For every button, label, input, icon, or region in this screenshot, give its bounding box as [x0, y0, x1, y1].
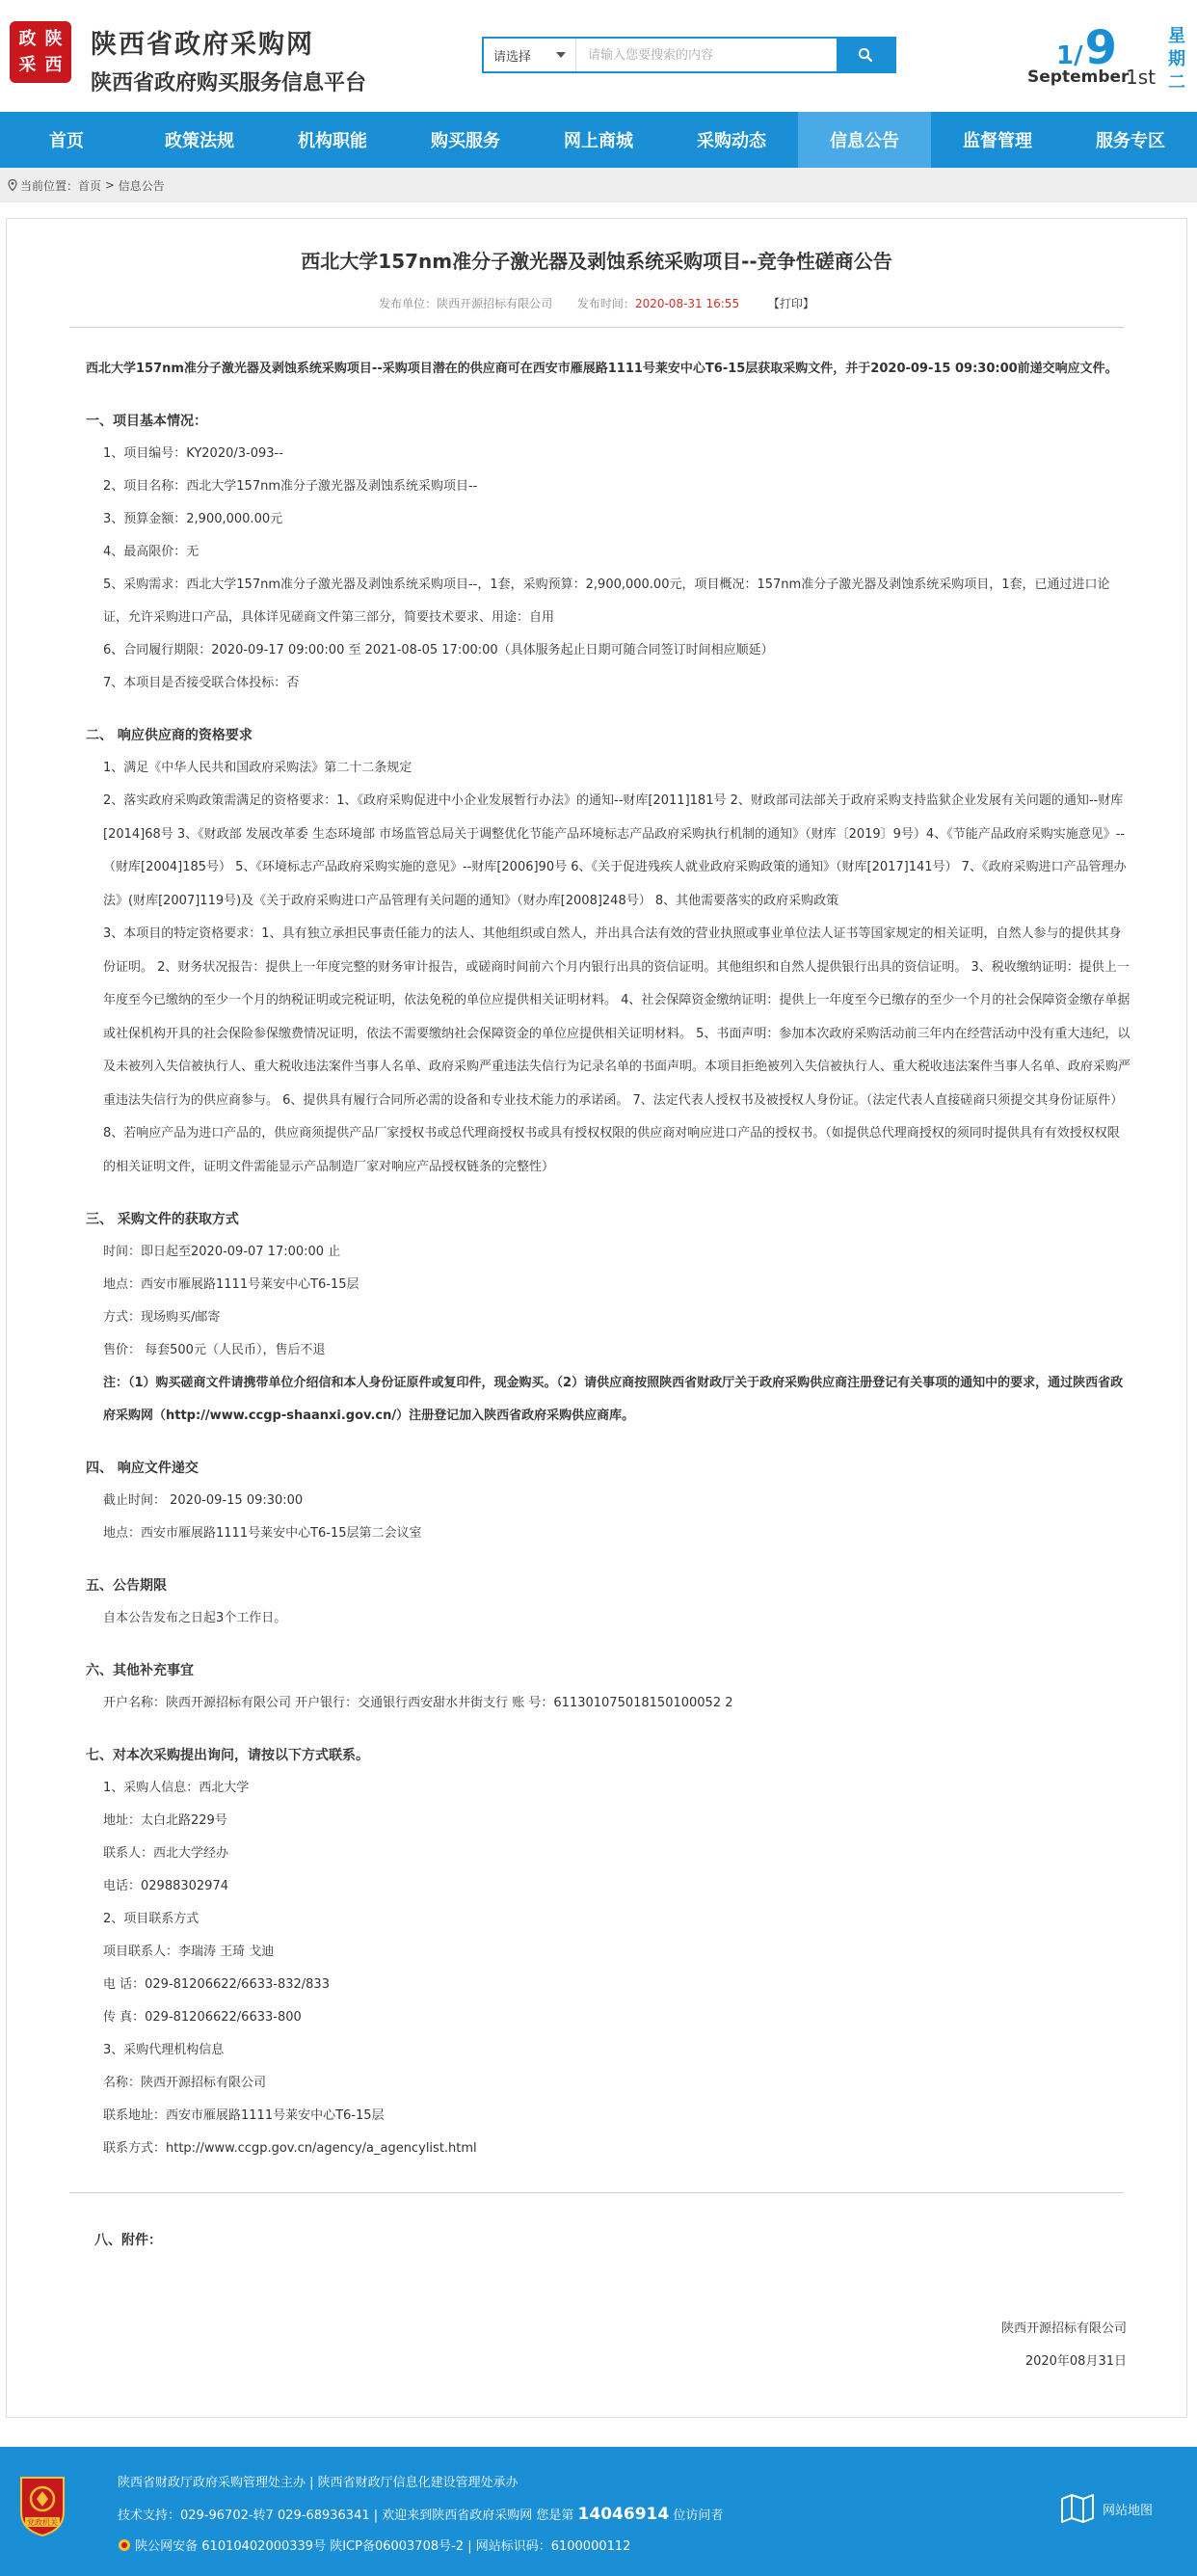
search-category-label: 请选择 — [493, 49, 532, 65]
section-line: 开户名称：陕西开源招标有限公司 开户银行：交通银行西安甜水井街支行 账 号：611301075018150100052 2 — [103, 1696, 733, 1710]
location-pin-icon — [8, 179, 17, 191]
article-lead: 西北大学157nm准分子激光器及剥蚀系统采购项目--采购项目潜在的供应商可在西安市雁展路1111号莱安中心T6-15层获取采购文件，并于2020-09-15 09:30:00前递交响应文件。 — [86, 362, 1118, 376]
nav-item-mall[interactable]: 网上商城 — [564, 131, 633, 151]
footer-icp — [118, 2532, 723, 2563]
logo-char: 政 — [18, 28, 37, 49]
footer-contact — [118, 2499, 723, 2532]
site-header — [0, 0, 1197, 112]
nav-item-purchase-service[interactable]: 购买服务 — [431, 131, 500, 151]
nav-item-home[interactable]: 首页 — [49, 131, 84, 151]
section-line: 7、本项目是否接受联合体投标：否 — [103, 676, 300, 690]
article-title: 西北大学157nm准分子激光器及剥蚀系统采购项目--竞争性磋商公告 — [301, 250, 892, 273]
article-panel — [6, 218, 1187, 2418]
site-name-line1: 陕西省政府采购网 — [91, 30, 314, 60]
sitemap-link[interactable] — [1060, 2493, 1153, 2524]
site-name-line2: 陕西省政府购买服务信息平台 — [91, 70, 367, 95]
site-name — [91, 23, 366, 96]
nav-item-supervision[interactable]: 监督管理 — [963, 131, 1032, 151]
search-category-select[interactable] — [484, 39, 576, 71]
section-line: 售价： 每套500元（人民币），售后不退 — [103, 1343, 326, 1357]
section-title: 二、 响应供应商的资格要求 — [86, 728, 253, 743]
section-line: 电 话：029-81206622/6633-832/833 — [103, 1977, 330, 1992]
date-slash: 1/ — [1056, 41, 1083, 70]
section-line: 地点：西安市雁展路1111号莱安中心T6-15层第二会议室 — [103, 1526, 422, 1541]
logo-char: 西 — [44, 54, 63, 75]
site-footer — [0, 2447, 1197, 2576]
section-line: 截止时间： 2020-09-15 09:30:00 — [103, 1493, 304, 1508]
search-icon — [858, 47, 873, 63]
search-bar — [482, 37, 896, 73]
article-content — [7, 328, 1186, 2165]
section-title: 五、公告期限 — [86, 1578, 167, 1594]
site-logo[interactable] — [10, 21, 71, 83]
section-line: 联系人：西北大学经办 — [103, 1846, 229, 1861]
breadcrumb-home[interactable]: 首页 — [78, 178, 102, 193]
date-display — [1022, 17, 1197, 94]
section-line: 联系地址：西安市雁展路1111号莱安中心T6-15层 — [103, 2108, 385, 2123]
police-badge-icon — [118, 2538, 131, 2552]
section-title: 四、 响应文件递交 — [86, 1461, 199, 1476]
date-ordinal: 1st — [1126, 66, 1156, 89]
section-line: 电话：02988302974 — [103, 1879, 228, 1893]
section-line: 3、采购代理机构信息 — [103, 2043, 225, 2057]
section-line: 1、采购人信息：西北大学 — [103, 1781, 250, 1795]
date-month: September — [1027, 67, 1130, 87]
section-line: 地点：西安市雁展路1111号莱安中心T6-15层 — [103, 1277, 359, 1292]
section-note: 注：（1）购买磋商文件请携带单位介绍信和本人身份证原件或复印件，现金购买。（2）请供应商按照陕西省财政厅关于政府采购供应商注册登记有关事项的通知中的要求，通过陕西省政府采购网（http://www.ccgp-shaanxi.gov.cn/）注册登记加入陕西省政府采购供应商库。 — [103, 1376, 1124, 1423]
article-time: 2020-08-31 16:55 — [634, 297, 740, 310]
section-line: 2、项目联系方式 — [103, 1912, 200, 1926]
section-line: 5、采购需求：西北大学157nm准分子激光器及剥蚀系统采购项目--，1套，采购预算：2,900,000.00元，项目概况：157nm准分子激光器及剥蚀系统采购项目，1套，已通过进口论证，允许采购进口产品，具体详见磋商文件第三部分，简要技术要求、用途：自用 — [103, 577, 1110, 625]
attachments-heading: 八、附件： — [69, 2192, 1124, 2249]
date-weekday: 星期二 — [1168, 26, 1185, 93]
nav-item-org[interactable]: 机构职能 — [298, 131, 367, 151]
section-line: 2、项目名称：西北大学157nm准分子激光器及剥蚀系统采购项目-- — [103, 479, 478, 494]
nav-item-policy[interactable]: 政策法规 — [165, 131, 234, 151]
section-line: 传 真：029-81206622/6633-800 — [103, 2010, 302, 2025]
sitemap-label: 网站地图 — [1103, 2503, 1154, 2518]
section-line: 1、项目编号：KY2020/3-093-- — [103, 446, 283, 461]
section-line: 时间：即日起至2020-09-07 17:00:00 止 — [103, 1245, 341, 1259]
footer-visitor-suffix: 位访问者 — [673, 2509, 724, 2523]
chevron-down-icon — [556, 52, 566, 58]
section-line: 方式：现场购买/邮寄 — [103, 1310, 221, 1325]
section-title: 三、 采购文件的获取方式 — [86, 1212, 239, 1227]
nav-item-news[interactable]: 采购动态 — [697, 131, 766, 151]
visitor-count: 14046914 — [577, 2505, 670, 2524]
print-button[interactable]: 【打印】 — [767, 297, 814, 310]
signoff — [7, 2313, 1186, 2378]
breadcrumb — [0, 168, 1197, 202]
breadcrumb-label: 当前位置： — [20, 178, 79, 193]
footer-contact-text: 技术支持：029-96702-转7 029-68936341 | 欢迎来到陕西省政府采购网 您是第 — [118, 2509, 574, 2523]
party-emblem-icon[interactable] — [17, 2474, 67, 2537]
nav-item-services[interactable]: 服务专区 — [1096, 131, 1165, 151]
search-button[interactable] — [837, 39, 894, 71]
party-emblem-label: 党政机关 — [27, 2518, 58, 2527]
breadcrumb-separator: > — [101, 178, 119, 192]
footer-icp-text: 陕公网安备 61010402000339号 陕ICP备06003708号-2 | 网站标识码：6100000112 — [135, 2539, 631, 2554]
map-icon — [1060, 2493, 1095, 2524]
footer-info — [118, 2468, 723, 2563]
section-line: 3、预算金额：2,900,000.00元 — [103, 512, 283, 526]
section-line: 地址：太白北路229号 — [103, 1813, 227, 1828]
footer-sponsor: 陕西省财政厅政府采购管理处主办 | 陕西省财政厅信息化建设管理处承办 — [118, 2476, 519, 2490]
section-title: 一、项目基本情况： — [86, 414, 207, 429]
section-title: 七、对本次采购提出询问，请按以下方式联系。 — [86, 1748, 369, 1763]
section-line: 项目联系人：李瑞涛 王琦 戈迪 — [103, 1945, 275, 1959]
breadcrumb-current[interactable]: 信息公告 — [118, 178, 165, 193]
signoff-date: 2020年08月31日 — [1024, 2354, 1127, 2369]
search-input[interactable] — [576, 39, 837, 71]
nav-item-announcements[interactable]: 信息公告 — [798, 112, 931, 168]
agency-link[interactable]: 联系方式：http://www.ccgp.gov.cn/agency/a_agencylist.html — [103, 2141, 477, 2156]
date-day-number: 9 — [1084, 21, 1117, 75]
section-line: 自本公告发布之日起3个工作日。 — [103, 1611, 287, 1625]
section-title: 六、其他补充事宜 — [86, 1663, 194, 1678]
section-line: 2、落实政府采购政策需满足的资格要求：1、《政府采购促进中小企业发展暂行办法》的通知--财库[2011]181号 2、财政部司法部关于政府采购支持监狱企业发展有关问题的通知--财库[2014]68号 3、《财政部 发展改革委 生态环境部 市场监管总局关于调整优化节能产品环境标志产品政府采购执行机制的通知》（财库〔2019〕9号）4、《节能产品政府采购实施意见》--（财库[2004]185号） 5、《环境标志产品政府采购实施的意见》--财库[2006]90号 6、《关于促进残疾人就业政府采购政策的通知》（财库[2017]141号） 7、《政府采购进口产品管理办法》(财库[2007]119号)及《关于政府采购进口产品管理有关问题的通知》（财办库[2008]248号） 8、其他需要落实的政府采购政策 — [103, 793, 1127, 908]
section-line: 1、满足《中华人民共和国政府采购法》第二十二条规定 — [103, 761, 412, 775]
section-line: 3、本项目的特定资格要求：1、具有独立承担民事责任能力的法人、其他组织或自然人，并出具合法有效的营业执照或事业单位法人证书等国家规定的相关证明，自然人参与的提供其身份证明。 2、财务状况报告：提供上一年度完整的财务审计报告，或磋商时间前六个月内银行出具的资信证明。其他组织和自然人提供银行出具的资信证明。 3、税收缴纳证明：提供上一年度至今已缴纳的至少一个月的纳税证明或完税证明，依法免税的单位应提供相关证明材料。 4、社会保障资金缴纳证明：提供上一年度至今已缴存的至少一个月的社会保障资金缴存单据或社保机构开具的社会保险参保缴费情况证明，依法不需要缴纳社会保障资金的单位应提供相关证明材料。 5、书面声明：参加本次政府采购活动前三年内在经营活动中没有重大违纪，以及未被列入失信被执行人、重大税收违法案件当事人名单、政府采购严重违法失信行为记录名单的书面声明。本项目拒绝被列入失信被执行人、重大税收违法案件当事人名单、政府采购严重违法失信行为的供应商参与。 6、提供具有履行合同所必需的设备和专业技术能力的承诺函。 7、法定代表人授权书及被授权人身份证。（法定代表人直接磋商只须提交其身份证原件） 8、若响应产品为进口产品的，供应商须提供产品厂家授权书或总代理商授权书或具有授权权限的供应商对响应进口产品的授权书。（如提供总代理商授权的须同时提供具有有效授权权限的相关证明文件，证明文件需能显示产品制造厂家对响应产品授权链条的完整性） — [103, 926, 1131, 1174]
section-line: 6、合同履行期限：2020-09-17 09:00:00 至 2021-08-05 17:00:00（具体服务起止日期可随合同签订时间相应顺延） — [103, 643, 774, 657]
main-nav — [0, 112, 1197, 168]
section-line: 4、最高限价：无 — [103, 545, 200, 559]
logo-char: 陕 — [44, 28, 63, 49]
section-line: 名称：陕西开源招标有限公司 — [103, 2076, 267, 2090]
signoff-company: 陕西开源招标有限公司 — [1000, 2321, 1127, 2336]
logo-char: 采 — [18, 54, 37, 75]
article-meta — [7, 295, 1186, 311]
article-time-label: 发布时间： — [576, 297, 635, 310]
article-publisher: 发布单位：陕西开源招标有限公司 — [379, 297, 553, 310]
